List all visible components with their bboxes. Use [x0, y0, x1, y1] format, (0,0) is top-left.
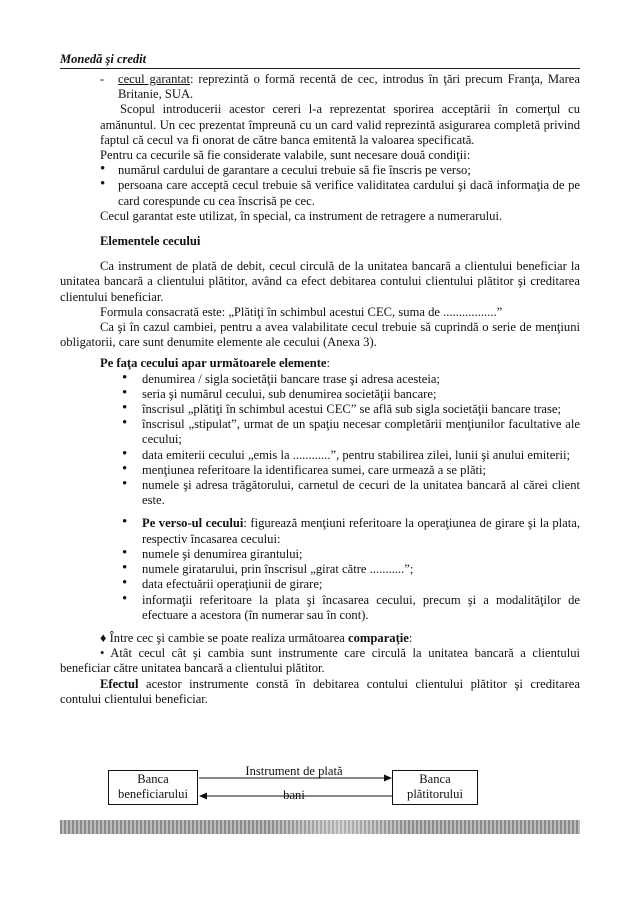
section-heading: Elementele cecului — [100, 234, 201, 249]
back-heading: Pe verso-ul cecului — [142, 516, 244, 531]
diamond-icon: ♦ — [100, 630, 107, 645]
paragraph-usage: Cecul garantat este utilizat, în special, ca instrument de retragere a numerarului. — [100, 208, 503, 223]
beneficiary-bank-box — [108, 770, 198, 805]
guaranteed-check-term: cecul garantat — [118, 72, 190, 86]
comparison-text-2: acestor instrumente constă în debitarea contului clientului plătitor şi creditarea contului clientului beneficiar. — [60, 676, 580, 706]
list-item: • numele şi adresa trăgătorului, carnetul de cecuri de la unitatea bancară al cărei client este. — [60, 478, 580, 508]
front-heading: Pe faţa cecului apar următoarele elemente — [100, 356, 327, 371]
running-header: Monedă şi credit — [60, 52, 580, 69]
payment-flow-diagram — [108, 764, 488, 806]
comparison-word: comparaţie — [348, 630, 409, 645]
list-item: • informaţii referitoare la plata şi încasarea cecului, precum şi a modalităţilor de efectuare a acestora (în numerar sau în cont). — [60, 593, 580, 623]
paragraph-conditions-intro: Pentru ca cecurile să fie considerate valabile, sunt necesare două condiţii: — [100, 148, 471, 163]
box-line: plătitorului — [407, 787, 463, 801]
front-heading-colon: : — [326, 356, 330, 371]
list-item: • numele giratarului, prin înscrisul „girat către ...........”; — [60, 562, 580, 577]
back-intro: : figurează menţiuni referitoare la operaţiunea de girare şi la plata, respectiv încasarea cecului: — [142, 516, 580, 546]
paragraph-instrument: Ca instrument de plată de debit, cecul circulă de la unitatea bancară a clientului beneficiar la unitatea bancară a clientului plătitor, având ca efect debitarea contului clientului plătitor şi creditarea clientului beneficiar. — [60, 259, 580, 304]
list-item: • numărul cardului de garantare a cecului trebuie să fie înscris pe verso; — [60, 163, 580, 178]
list-item: • data emiterii cecului „emis la ............”, pentru stabilirea zilei, lunii şi anului emiterii; — [60, 448, 580, 463]
bullet-icon: • — [100, 646, 105, 661]
paragraph-mandatory-mentions: Ca şi în cazul cambiei, pentru a avea valabilitate cecul trebuie să cuprindă o serie de menţiuni obligatorii, care sunt denumite elemente ale cecului (Anexa 3). — [60, 320, 580, 350]
back-elements-list — [60, 516, 580, 622]
footer-decorative-band — [60, 820, 580, 834]
comparison-colon: : — [408, 630, 413, 645]
instrument-label: Instrument de plată — [245, 764, 343, 778]
back-heading-item — [60, 516, 580, 546]
front-elements-list — [60, 372, 580, 509]
comparison-paragraph-2 — [60, 677, 580, 707]
page-content — [60, 72, 580, 707]
list-item: • persoana care acceptă cecul trebuie să verifice validitatea cardului şi dacă informaţia de pe card corespunde cu cea înscrisă pe cec. — [60, 178, 580, 208]
list-item: • numele şi denumirea girantului; — [60, 547, 580, 562]
front-heading-line — [60, 356, 580, 371]
guaranteed-check-text: : reprezintă o formă recentă de cec, introdus în ţări precum Franţa, Marea Britanie, SUA. — [118, 72, 580, 102]
effect-label: Efectul — [100, 676, 139, 691]
paragraph-formula: Formula consacrată este: „Plătiţi în schimbul acestui CEC, suma de .................” — [100, 304, 503, 319]
list-item: • înscrisul „stipulat”, urmat de un spaţiu necesar completării menţiunilor facultative ale cecului; — [60, 417, 580, 447]
dash-marker: - — [100, 72, 105, 86]
money-label: bani — [283, 788, 305, 802]
box-line: beneficiarului — [118, 787, 188, 801]
box-line: Banca — [137, 772, 169, 786]
list-item: • seria şi numărul cecului, sub denumirea societăţii bancare; — [60, 387, 580, 402]
list-item: • înscrisul „plătiţi în schimbul acestui CEC” se află sub sigla societăţii bancare trase; — [60, 402, 580, 417]
guaranteed-check-definition — [60, 72, 580, 102]
list-item: • data efectuării operaţiunii de girare; — [60, 577, 580, 592]
comparison-intro — [60, 631, 580, 646]
comparison-text-1: Atât cecul cât şi cambia sunt instrumente care circulă la unitatea bancară a clientului beneficiar către unitatea bancară a clientului plătitor. — [60, 646, 580, 676]
list-item: • denumirea / sigla societăţii bancare trase şi adresa acesteia; — [60, 372, 580, 387]
list-item: • menţiunea referitoare la identificarea sumei, care urmează a se plăti; — [60, 463, 580, 478]
comparison-paragraph-1 — [60, 646, 580, 676]
paragraph-purpose: Scopul introducerii acestor cereri l-a reprezentat sporirea acceptării în comerţul cu amănuntul. Un cec prezentat împreună cu un card valid reprezintă asigurarea completă privind faptul că cecul va fi onorat de către banca emitentă la valoarea specificată. — [100, 102, 580, 147]
payer-bank-box — [392, 770, 478, 805]
conditions-list — [60, 163, 580, 209]
comparison-intro-text: Între cec şi cambie se poate realiza următoarea — [106, 630, 349, 645]
box-line: Banca — [419, 772, 451, 786]
